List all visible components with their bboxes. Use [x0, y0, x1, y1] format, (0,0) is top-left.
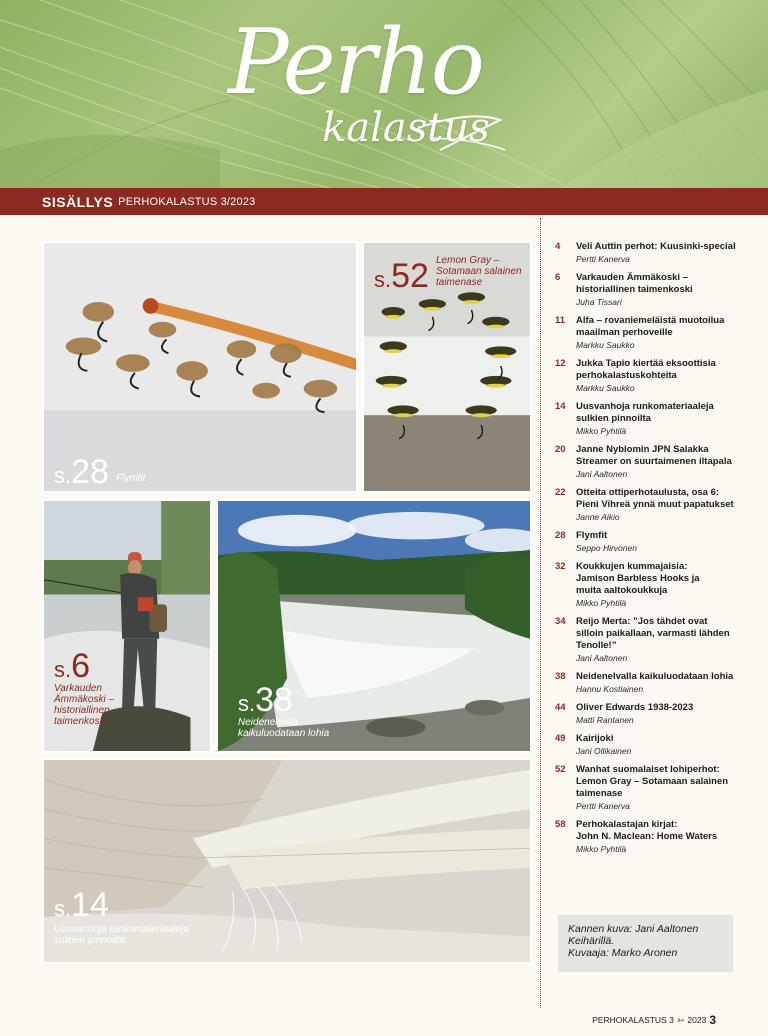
- footer-year: 2023: [687, 1015, 707, 1025]
- toc-page-number: 38: [555, 671, 566, 682]
- photo-page-number: s.52: [374, 257, 429, 295]
- photo-page-number: s.38: [238, 681, 293, 719]
- toc-item: [555, 358, 755, 394]
- cover-credit: Kannen kuva: Jani Aaltonen Keihärillä. Kuvaaja: Marko Aronen: [558, 915, 733, 972]
- toc-title: Janne Nyblomin JPN Salakka Streamer on suurtaimenen iltapala: [576, 444, 732, 467]
- toc-item: [555, 315, 755, 351]
- toc-title: Wanhat suomalaiset lohiperhot: Lemon Gray – Sotamaan salainen taimenase: [576, 764, 729, 799]
- toc-author: Markku Saukko: [576, 340, 635, 350]
- toc-entry: [576, 671, 755, 695]
- toc-entry: [576, 530, 755, 554]
- toc-author: Mikko Pyhtilä: [576, 598, 627, 608]
- toc-page-number: 34: [555, 616, 566, 627]
- toc-page-number: 22: [555, 487, 566, 498]
- toc-entry: [576, 616, 755, 664]
- toc-page-number: 20: [555, 444, 566, 455]
- toc-item: [555, 616, 755, 664]
- issue-label: PERHOKALASTUS 3/2023: [118, 195, 256, 208]
- toc-item: [555, 401, 755, 437]
- fly-icon: ➳: [676, 1014, 685, 1025]
- photo-varkaus: [42, 499, 212, 753]
- toc-author: Pertti Kanerva: [576, 801, 630, 811]
- toc-author: Mikko Pyhtilä: [576, 844, 627, 854]
- toc-title: Varkauden Ämmäkoski – historiallinen taimenkoski: [576, 272, 693, 295]
- toc-author: Seppo Hirvonen: [576, 543, 637, 553]
- toc-author: Juha Tissari: [576, 297, 622, 307]
- toc-item: [555, 530, 755, 554]
- toc-entry: [576, 401, 755, 437]
- toc-entry: [576, 561, 755, 609]
- toc-author: Hannu Kostiainen: [576, 684, 644, 694]
- toc-author: Janne Aikio: [576, 512, 620, 522]
- toc-title: Jukka Tapio kiertää eksoottisia perhokalastuskohteita: [576, 358, 716, 381]
- toc-entry: [576, 241, 755, 265]
- toc-entry: [576, 315, 755, 351]
- toc-author: Mikko Pyhtilä: [576, 426, 627, 436]
- toc-page-number: 49: [555, 733, 566, 744]
- toc-title: Kairijoki: [576, 733, 614, 744]
- toc-page-number: 12: [555, 358, 566, 369]
- toc-entry: [576, 358, 755, 394]
- toc-item: [555, 671, 755, 695]
- masthead-banner: [0, 0, 768, 188]
- toc-title: Oliver Edwards 1938-2023: [576, 702, 694, 713]
- table-of-contents: [555, 241, 755, 862]
- footer-magazine: PERHOKALASTUS 3: [592, 1015, 674, 1025]
- toc-author: Markku Saukko: [576, 383, 635, 393]
- toc-title: Koukkujen kummajaisia: Jamison Barbless Hooks ja muita aaltokoukkuja: [576, 561, 700, 596]
- toc-author: Jani Aaltonen: [576, 469, 628, 479]
- toc-author: Jani Ollikainen: [576, 746, 632, 756]
- toc-item: [555, 487, 755, 523]
- section-title: SISÄLLYS: [42, 193, 114, 210]
- toc-title: Alfa – rovaniemeläistä muotoilua maailman perhoveille: [576, 315, 725, 338]
- photo-runkomateriaalit: [42, 758, 532, 964]
- masthead-title: Perho: [228, 10, 483, 115]
- photo-caption: Neidenelvalla kaikuluodataan lohia: [238, 717, 330, 739]
- toc-title: Uusvanhoja runkomateriaaleja sulkien pinnoilta: [576, 401, 714, 424]
- toc-page-number: 11: [555, 315, 566, 326]
- photo-lemon-gray: [362, 241, 532, 493]
- page-footer: [592, 1013, 716, 1027]
- footer-page-number: 3: [709, 1013, 716, 1027]
- masthead-subtitle: kalastus: [322, 105, 490, 151]
- toc-title: Neidenelvalla kaikuluodataan lohia: [576, 671, 734, 682]
- photo-page-number: s.28: [54, 453, 109, 491]
- photo-caption: Flymfit: [116, 473, 146, 484]
- toc-title: Reijo Merta: ”Jos tähdet ovat silloin paikallaan, varmasti lähden Tenolle!”: [576, 616, 730, 651]
- photo-caption: Lemon Gray – Sotamaan salainen taimenase: [436, 255, 522, 288]
- toc-page-number: 6: [555, 272, 561, 283]
- toc-item: [555, 241, 755, 265]
- toc-page-number: 52: [555, 764, 566, 775]
- photo-flymfit: [42, 241, 358, 493]
- toc-author: Jani Aaltonen: [576, 653, 628, 663]
- toc-page-number: 4: [555, 241, 561, 252]
- toc-item: [555, 272, 755, 308]
- photo-caption: Varkauden Ämmäkoski – historiallinen taimenkoski: [54, 683, 115, 727]
- toc-entry: [576, 272, 755, 308]
- toc-page-number: 44: [555, 702, 566, 713]
- column-divider: [540, 218, 541, 1008]
- toc-item: [555, 733, 755, 757]
- toc-title: Perhokalastajan kirjat: John N. Maclean: Home Waters: [576, 819, 718, 842]
- toc-author: Matti Rantanen: [576, 715, 634, 725]
- toc-entry: [576, 733, 755, 757]
- toc-entry: [576, 702, 755, 726]
- toc-item: [555, 819, 755, 855]
- toc-author: Pertti Kanerva: [576, 254, 630, 264]
- photo-page-number: s.6: [54, 647, 91, 685]
- toc-page-number: 58: [555, 819, 566, 830]
- toc-title: Otteita ottiperhotaulusta, osa 6: Pieni Vihreä ynnä muut papatukset: [576, 487, 734, 510]
- toc-entry: [576, 764, 755, 812]
- toc-item: [555, 444, 755, 480]
- toc-entry: [576, 444, 755, 480]
- toc-entry: [576, 819, 755, 855]
- section-header-bar: [0, 188, 768, 215]
- toc-page-number: 32: [555, 561, 566, 572]
- toc-item: [555, 702, 755, 726]
- photo-page-number: s.14: [54, 886, 109, 924]
- photo-caption: Uusvanhoja runkomateriaaleja sulkien pinnoilta: [54, 924, 190, 946]
- toc-page-number: 14: [555, 401, 566, 412]
- toc-title: Flymfit: [576, 530, 608, 541]
- toc-page-number: 28: [555, 530, 566, 541]
- toc-title: Veli Auttin perhot: Kuusinki-special: [576, 241, 736, 252]
- toc-entry: [576, 487, 755, 523]
- toc-item: [555, 561, 755, 609]
- toc-item: [555, 764, 755, 812]
- photo-neidenelva: [216, 499, 532, 753]
